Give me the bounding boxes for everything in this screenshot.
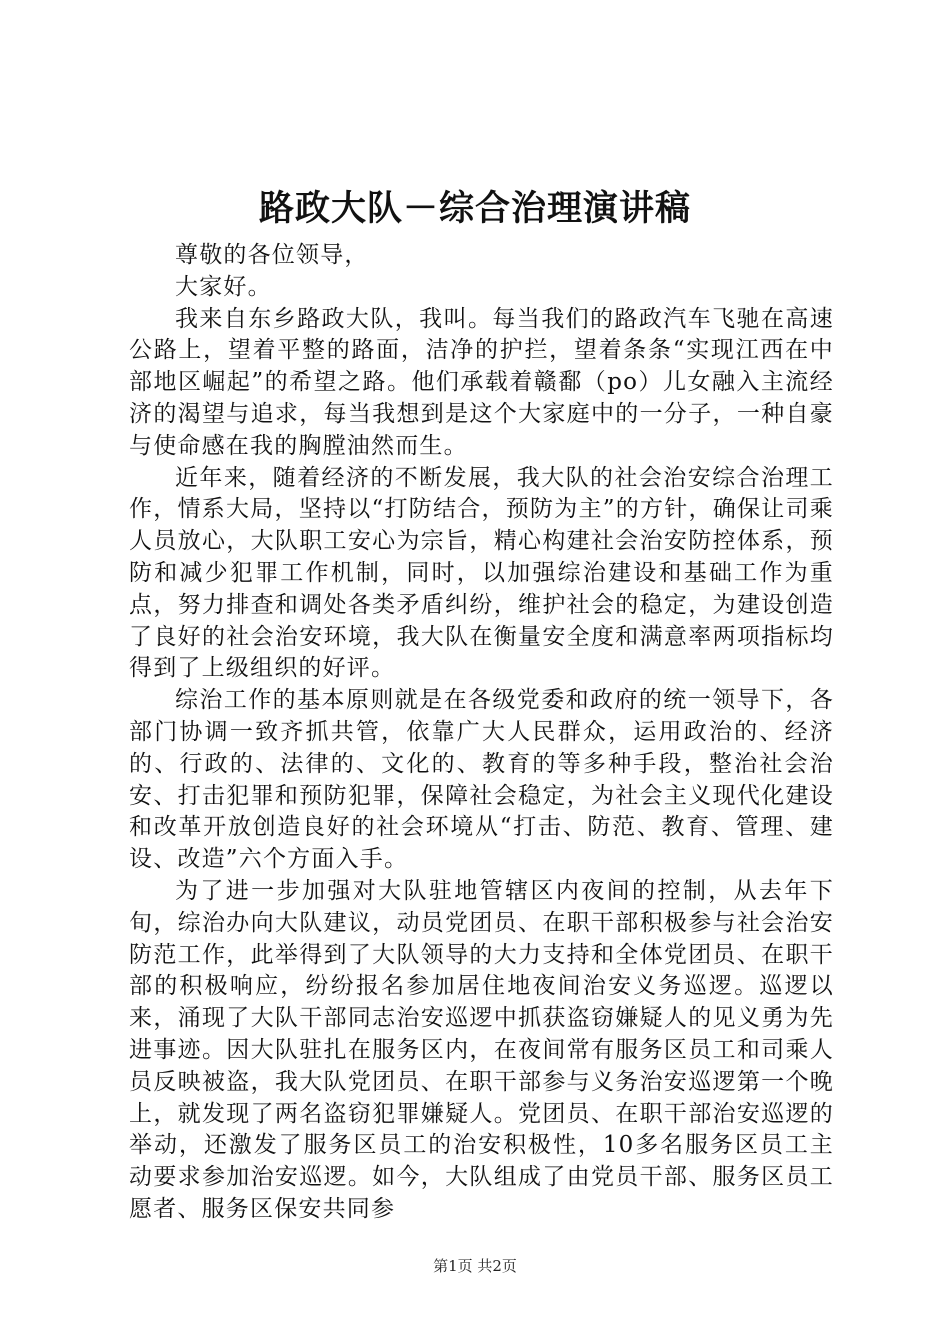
document-title: 路政大队－综合治理演讲稿 [258, 188, 691, 229]
salutation-paragraph: 尊敬的各位领导， [175, 242, 369, 268]
body-paragraph: 为了进一步加强对大队驻地管辖区内夜间的控制，从去年下旬，综治办向大队建议，动员党团员、在职干部积极参与社会治安防范工作，此举得到了大队领导的大力支持和全体党团员、在职干部的积极响应，纷纷报名参加居住地夜间治安义务巡逻。巡逻以来，涌现了大队干部同志治安巡逻中抓获盗窃嫌疑人的见义勇为先进事迹。因大队驻扎在服务区内，在夜间常有服务区员工和司乘人员反映被盗，我大队党团员、在职干部参与义务治安巡逻第一个晚上，就发现了两名盗窃犯罪嫌疑人。党团员、在职干部治安巡逻的举动，还激发了服务区员工的治安积极性，10多名服务区员工主动要求参加治安巡逻。如今，大队组成了由党员干部、服务区员工愿者、服务区保安共同参 [129, 877, 834, 1222]
body-paragraph: 近年来，随着经济的不断发展，我大队的社会治安综合治理工作，情系大局，坚持以“打防结合，预防为主”的方针，确保让司乘人员放心，大队职工安心为宗旨，精心构建社会治安防控体系，预防和减少犯罪工作机制，同时，以加强综治建设和基础工作为重点，努力排查和调处各类矛盾纠纷，维护社会的稳定，为建设创造了良好的社会治安环境，我大队在衡量安全度和满意率两项指标均得到了上级组织的好评。 [129, 464, 834, 682]
page-footer: 第1页 共2页 [433, 1257, 517, 1275]
body-paragraph: 我来自东乡路政大队，我叫。每当我们的路政汽车飞驰在高速公路上，望着平整的路面，洁净的护拦，望着条条“实现江西在中部地区崛起”的希望之路。他们承载着赣鄱（po）儿女融入主流经济的渴望与追求，每当我想到是这个大家庭中的一分子，一种自豪与使命感在我的胸膛油然而生。 [129, 305, 834, 459]
document-body [129, 240, 834, 1226]
body-paragraph: 综治工作的基本原则就是在各级党委和政府的统一领导下，各部门协调一致齐抓共管，依靠广大人民群众，运用政治的、经济的、行政的、法律的、文化的、教育的等多种手段，整治社会治安、打击犯罪和预防犯罪，保障社会稳定，为社会主义现代化建设和改革开放创造良好的社会环境从“打击、防范、教育、管理、建设、改造”六个方面入手。 [129, 687, 834, 873]
greeting-paragraph: 大家好。 [175, 273, 272, 300]
